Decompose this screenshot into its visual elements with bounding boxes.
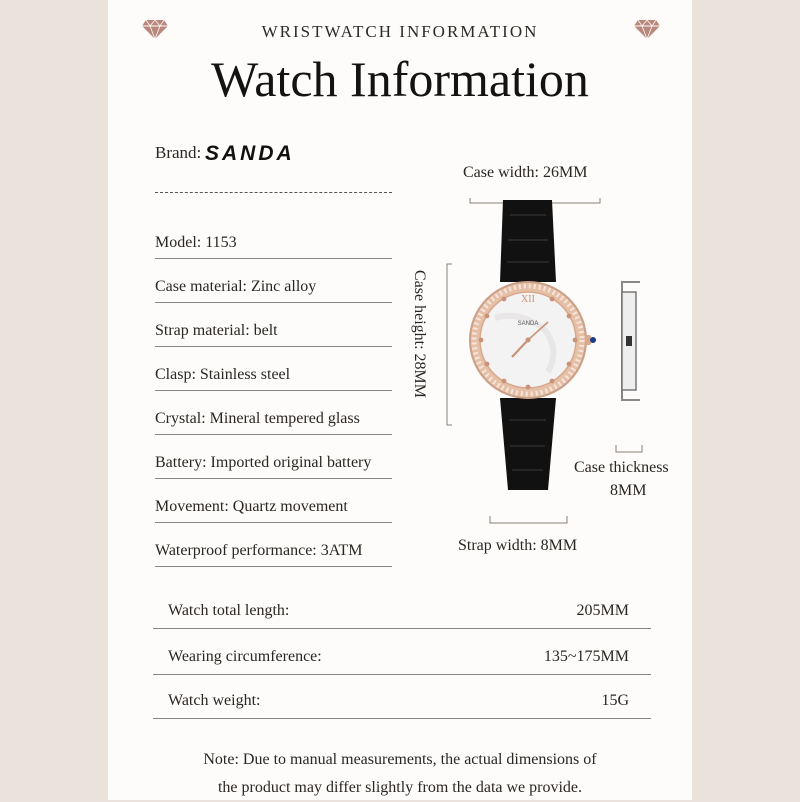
page-subtitle: WRISTWATCH INFORMATION xyxy=(261,22,539,41)
measurement-value: 135~175MM xyxy=(543,648,629,665)
spec-case-material: Case material: Zinc alloy xyxy=(155,278,392,303)
spec-model: Model: 1153 xyxy=(155,234,392,259)
brand-row xyxy=(155,143,327,163)
case-width-label: Case width: 26MM xyxy=(463,164,588,181)
measurement-value: 15G xyxy=(601,692,629,709)
brand-label: Brand: xyxy=(155,143,202,162)
measurement-row xyxy=(153,602,651,629)
spec-clasp: Clasp: Stainless steel xyxy=(155,366,392,391)
watch-illustration xyxy=(410,190,650,530)
page-title: Watch Information xyxy=(211,51,589,107)
note xyxy=(150,746,650,802)
spec-movement: Movement: Quartz movement xyxy=(155,498,392,523)
measurement-row xyxy=(153,648,651,675)
strap-width-label: Strap width: 8MM xyxy=(458,537,578,554)
spec-waterproof: Waterproof performance: 3ATM xyxy=(155,542,392,567)
watch-side-view xyxy=(622,282,640,400)
dial-logo: SANDA xyxy=(517,321,539,327)
spec-crystal: Crystal: Mineral tempered glass xyxy=(155,410,392,435)
case-thickness-value: 8MM xyxy=(610,482,647,499)
crown-gem xyxy=(590,337,596,343)
case-thickness-label: Case thickness xyxy=(574,459,669,476)
spec-battery: Battery: Imported original battery xyxy=(155,454,392,479)
dashed-divider xyxy=(155,192,392,193)
svg-text:XII: XII xyxy=(521,294,535,305)
brand-logo-text: SANDA xyxy=(205,143,295,163)
measurement-label: Watch total length: xyxy=(168,602,290,619)
note-line-1: Note: Due to manual measurements, the actual dimensions of xyxy=(203,751,597,768)
spec-strap-material: Strap material: belt xyxy=(155,322,392,347)
measurement-label: Wearing circumference: xyxy=(168,648,322,665)
measurement-value: 205MM xyxy=(576,602,629,619)
measurement-row xyxy=(153,692,651,719)
measurement-label: Watch weight: xyxy=(168,692,261,709)
case-height-label: Case height: 28MM xyxy=(411,270,428,398)
brand-logo xyxy=(205,143,327,163)
note-line-2: the product may differ slightly from the data we provide. xyxy=(217,779,583,796)
